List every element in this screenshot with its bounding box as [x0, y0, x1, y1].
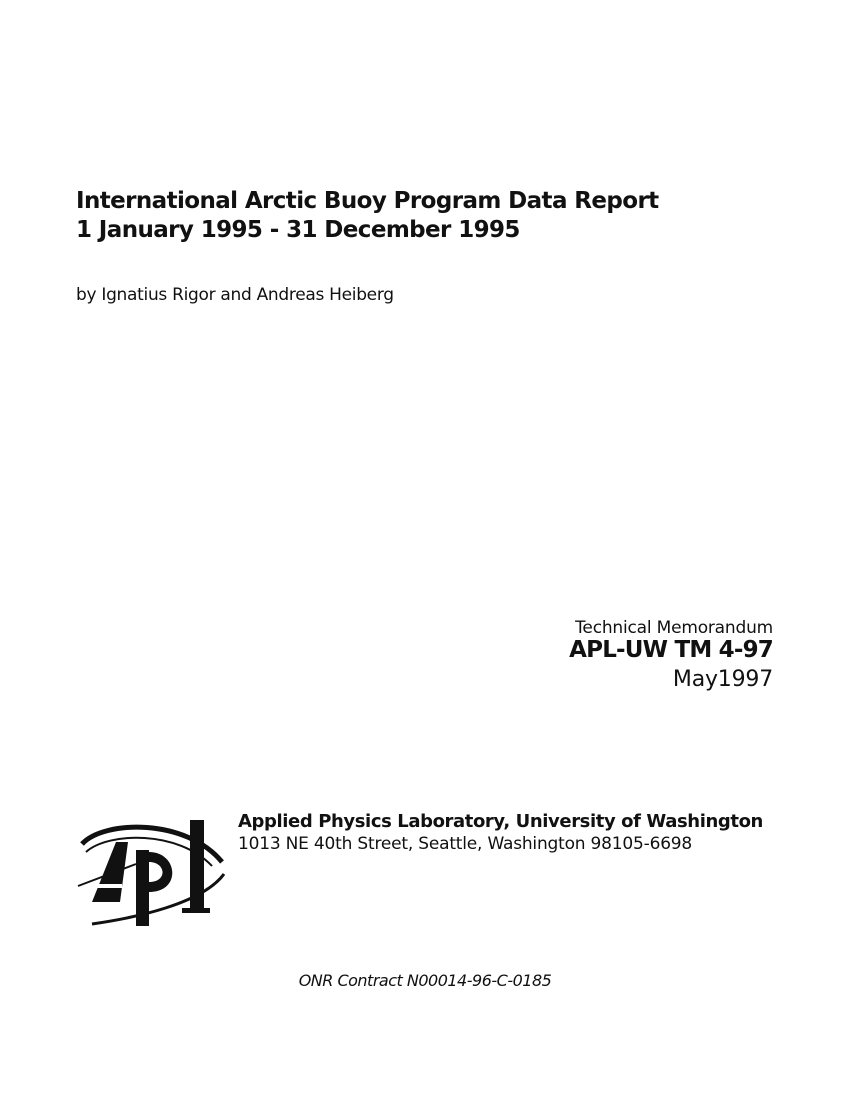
report-title-line-2: 1 January 1995 - 31 December 1995 [76, 217, 520, 243]
institution-name: Applied Physics Laboratory, University of Washington [238, 811, 763, 832]
author-byline: by Ignatius Rigor and Andreas Heiberg [76, 285, 394, 305]
memo-type-label: Technical Memorandum [575, 618, 773, 638]
contract-number: ONR Contract N00014-96-C-0185 [298, 971, 552, 990]
memo-number: APL-UW TM 4-97 [569, 637, 773, 663]
memo-date: May1997 [672, 667, 773, 692]
institution-address: 1013 NE 40th Street, Seattle, Washington 98105-6698 [238, 834, 693, 854]
apl-logo [74, 816, 226, 930]
report-title-line-1: International Arctic Buoy Program Data Report [76, 188, 659, 214]
